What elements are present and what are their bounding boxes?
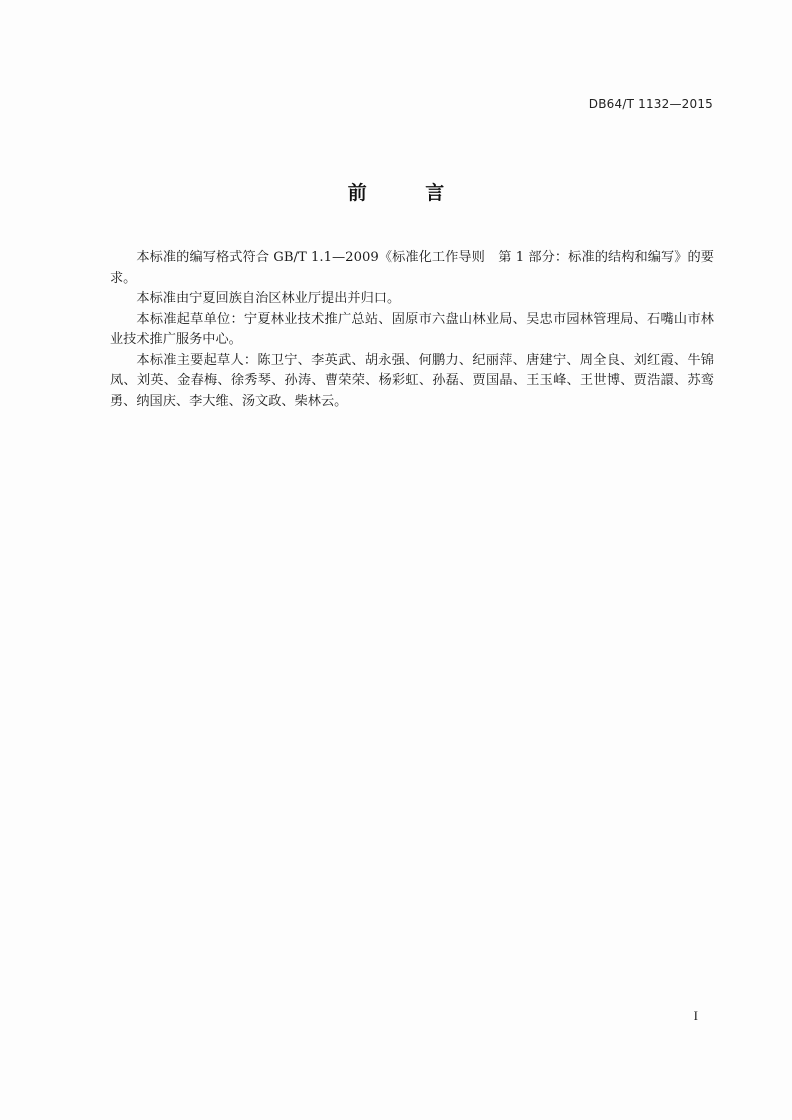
page-number: I [693,1008,698,1023]
paragraph-format: 本标准的编写格式符合 GB/T 1.1—2009《标准化工作导则 第 1 部分：标准的结构和编写》的要求。 [110,250,714,286]
foreword-body [110,248,714,412]
paragraph-drafters: 本标准主要起草人：陈卫宁、李英武、胡永强、何鹏力、纪丽萍、唐建宁、周全良、刘红霞、牛锦凤、刘英、金春梅、徐秀琴、孙涛、曹荣荣、杨彩虹、孙磊、贾国晶、王玉峰、王世博、贾浩譞、苏鸾勇、纳国庆、李大维、汤文政、柴林云。 [110,352,714,409]
paragraph-proposer: 本标准由宁夏回族自治区林业厅提出并归口。 [136,291,401,306]
paragraph-drafting-units: 本标准起草单位：宁夏林业技术推广总站、固原市六盘山林业局、吴忠市园林管理局、石嘴山市林业技术推广服务中心。 [110,311,714,347]
standard-code: DB64/T 1132—2015 [588,97,713,111]
page-title: 前 言 [347,182,471,204]
